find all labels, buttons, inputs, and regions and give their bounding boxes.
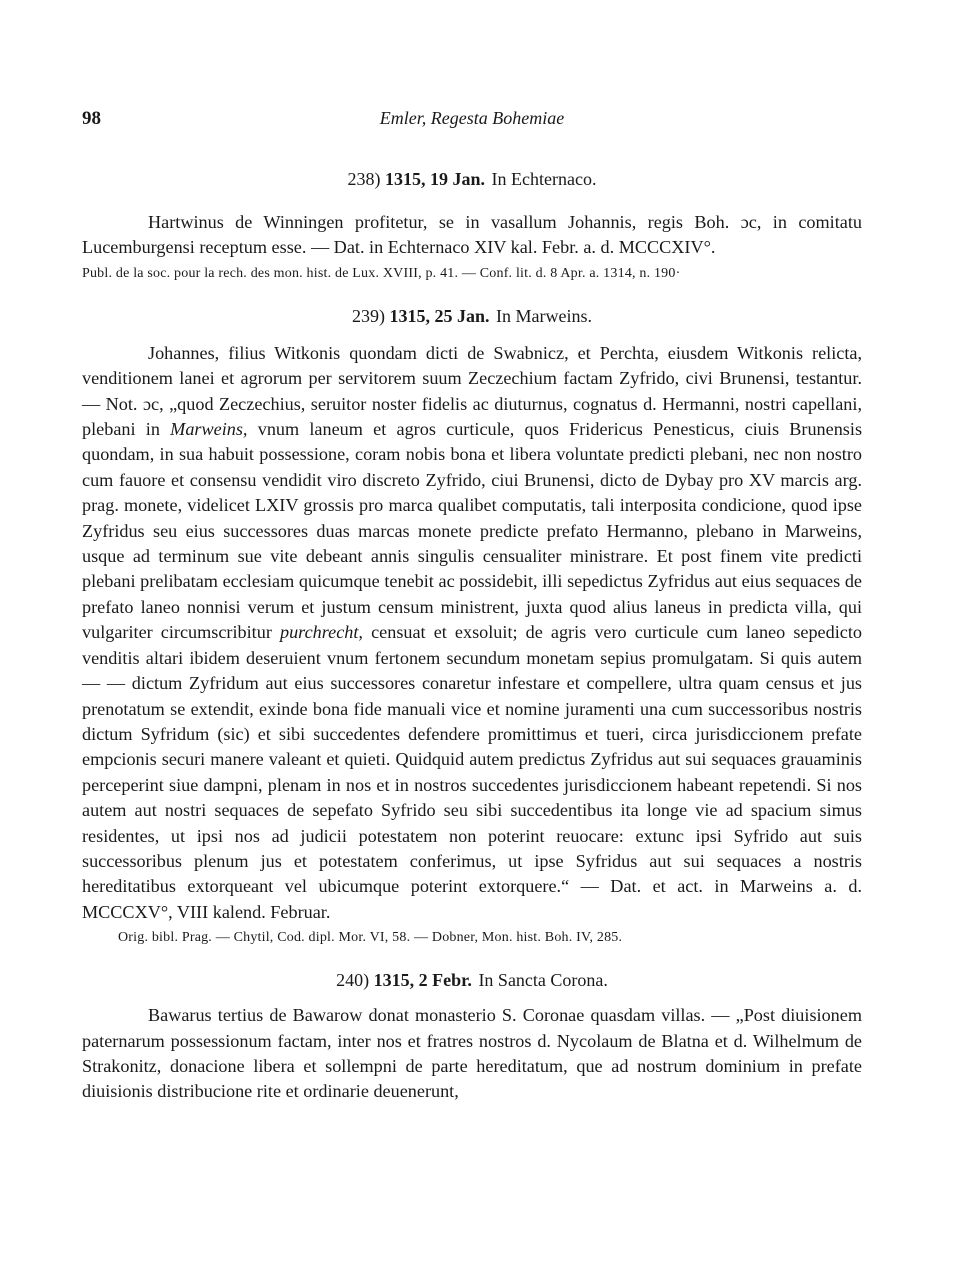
- entry-heading-240: [82, 967, 862, 993]
- entry-heading-239: [82, 303, 862, 329]
- body-text: vnum laneum et agros curticule, quos Fridericus Penesticus, ciuis Brunensis quondam, in sua habuit possessione, coram nobis bona et libera voluntate predicti plebani, nec non nostro cum fauore et consensu vendidit viro discreto Zyfrido, ciui Brunensi, dicto de Dybay pro XV marcis arg. prag. monete, videlicet LXIV grossis pro marca qualibet computatis, tali interposita condicione, quod ipse Zyfridus seu eius successores duas marcas monete predicte prefato Hermanno, plebano in Marweins, usque ad terminum sue vite debeant annis singulis censualiter ministrare. Et post finem vite predicti plebani prelibatam ecclesiam quicumque tenebit ac possidebit, illi sepedictus Zyfridus aut eius sequaces de prefato laneo nonnisi verum et justum censum ministrent, juxta quod alius laneus in predicta villa, qui vulgariter circumscribitur: [82, 419, 863, 643]
- entry-source-238: Publ. de la soc. pour la rech. des mon. hist. de Lux. XVIII, p. 41. — Conf. lit. d. 8 Apr. a. 1314, n. 190·: [82, 265, 681, 281]
- entry-number: 240): [336, 970, 370, 991]
- entry-place: In Marweins.: [496, 305, 592, 326]
- document-page: [82, 108, 862, 1105]
- entry-year: 1315,: [389, 305, 430, 326]
- body-text: Johannes, filius Witkonis quondam dicti de Swabnicz, et Perchta, eiusdem Witkonis relicta, venditionem lanei et agrorum per servitorem suum Zeczechium factam Zyfrido, civi Brunensi, testantur. — Not. ɔc, „quod Zeczechius, seruitor noster fidelis ac diuturnus, cognatus d. Hermanni, nostri capellani, plebani in: [82, 342, 862, 440]
- entry-heading-238: [82, 166, 862, 192]
- entry-body-238: Hartwinus de Winningen profitetur, se in vasallum Johannis, regis Boh. ɔc, in comitatu Lucemburgensi receptum esse. — Dat. in Echternaco XIV kal. Febr. a. d. MCCCXIV°.: [82, 212, 862, 258]
- entry-number: 238): [347, 169, 381, 189]
- italic-term: Marweins,: [170, 419, 248, 440]
- entry-date: 19 Jan.: [430, 169, 486, 189]
- entry-year: 1315,: [373, 970, 415, 991]
- entry-date: 25 Jan.: [434, 305, 490, 326]
- entry-body-239: [82, 341, 862, 925]
- entry-number: 239): [352, 305, 385, 326]
- page-number: 98: [82, 108, 101, 129]
- italic-term: purchrecht,: [279, 622, 363, 643]
- page-header: [82, 108, 862, 138]
- entry-date: 2 Febr.: [418, 970, 472, 991]
- running-title: Emler, Regesta Bohemiae: [379, 108, 565, 128]
- entry-place: In Echternaco.: [491, 169, 597, 189]
- entry-place: In Sancta Corona.: [478, 970, 608, 991]
- body-text: censuat et exsoluit; de agris vero curticule cum laneo sepedicto venditis altari ibidem deseruient vnum fertonem secundum monetam sepius promulgatam. Si quis autem — — dictum Zyfridum aut eius successores conaretur infestare et compellere, ultra quam census et jus prenotatum se extendit, exinde bona fide manuali vice et nomine juramenti una cum successoribus nostris dictum Syfridum (sic) et sibi succedentes defendere promittimus et tueri, circa jurisdiccionem prefate empcionis securi manere valeant et quieti. Quidquid autem predictus Zyfridus aut sui sequaces grauaminis perceperint siue dampni, plenam in nos et in nostros succedentes jurisdiccionem habeant repetendi. Si nos autem aut nostri sequaces de sepefato Syfrido seu sibi succedentibus ita longe vie ad spacium simus residentes, ut ipsi nos ad judicii potestatem non poterint reuocare: extunc ipsi Syfrido aut suis successoribus plenum jus et potestatem conferimus, ut ipse Syfridus aut sui sequaces a nostris hereditatibus extorqueant vel ubicumque poterint extorquere.“ — Dat. et act. in Marweins a. d. MCCCXV°, VIII kalend. Februar.: [82, 622, 862, 922]
- entry-body-240: Bawarus tertius de Bawarow donat monasterio S. Coronae quasdam villas. — „Post diuisionem paternarum possessionum factam, inter nos et fratres nostros d. Nycolaum de Blatna et d. Wilhelmum de Strakonitz, donacione libera et sollempni de parte hereditatum, que ad nostrum dominium in prefate diuisionis distribucione rite et ordinarie deuenerunt,: [82, 1005, 862, 1102]
- entry-year: 1315,: [385, 169, 426, 189]
- entry-source-239: Orig. bibl. Prag. — Chytil, Cod. dipl. Mor. VI, 58. — Dobner, Mon. hist. Boh. IV, 285.: [118, 930, 623, 946]
